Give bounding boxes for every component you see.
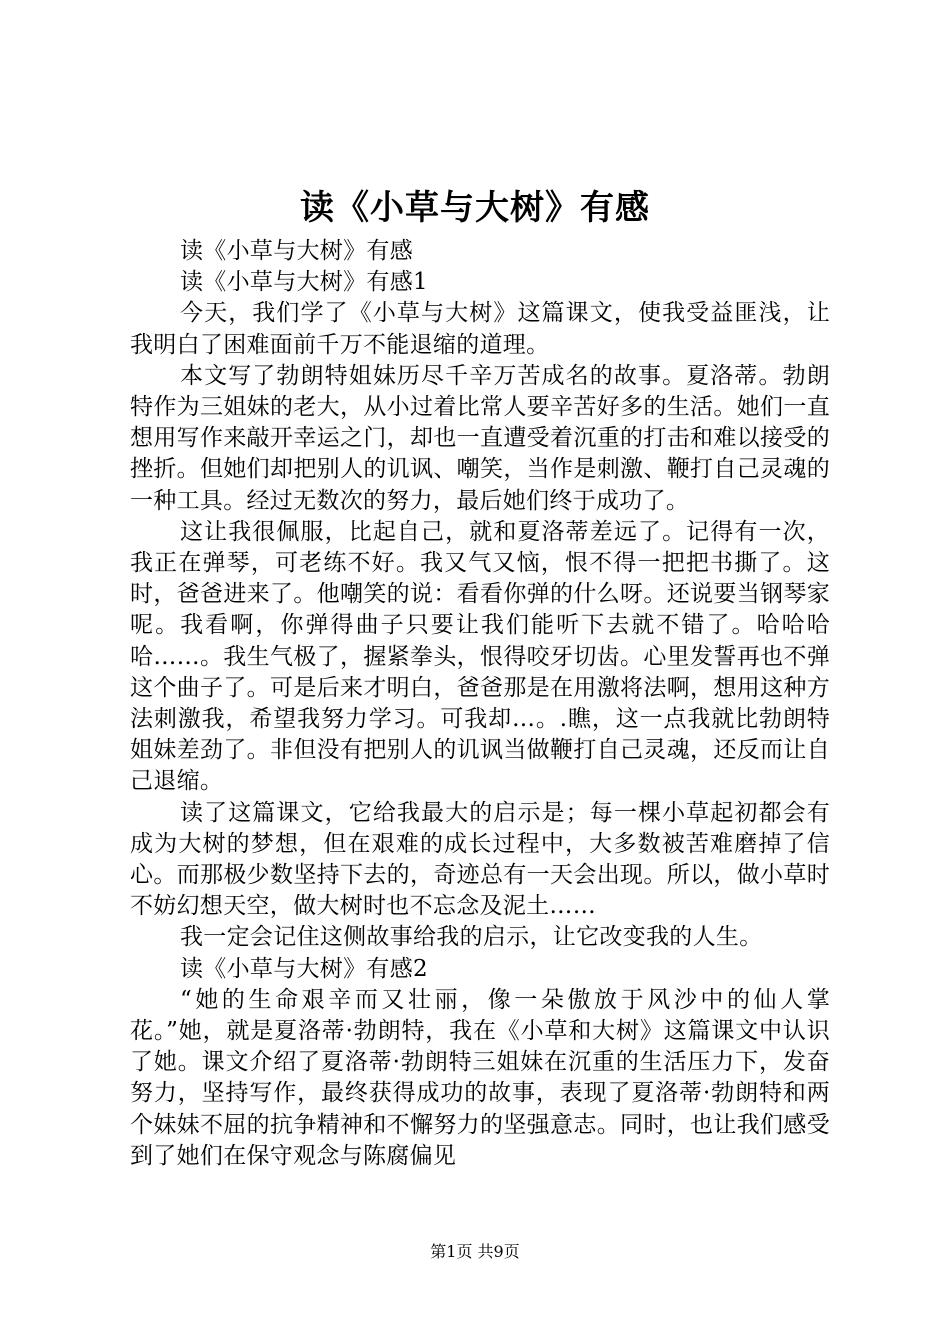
paragraph-heading-2: 读《小草与大树》有感2: [180, 955, 428, 982]
paragraph-subtitle: 读《小草与大树》有感: [180, 238, 413, 264]
paragraph: “她的生命艰辛而又壮丽，像一朵傲放于风沙中的仙人掌花。”她，就是夏洛蒂·勃朗特，我在《小草和大树》这篇课文中认识了她。课文介绍了夏洛蒂·勃朗特三姐妹在沉重的生活压力下，发奋努力，坚持写作，最终获得成功的故事，表现了夏洛蒂·勃朗特和两个妹妹不屈的抗争精神和不懈努力的坚强意志。同时，也让我们感受到了她们在保守观念与陈腐偏见: [130, 986, 830, 1169]
paragraph: 我一定会记住这侧故事给我的启示，让它改变我的人生。: [180, 924, 763, 951]
page-footer: 第1页 共9页: [430, 1242, 520, 1261]
paragraph: 这让我很佩服，比起自己，就和夏洛蒂差远了。记得有一次，我正在弹琴，可老练不好。我又气又恼，恨不得一把把书撕了。这时，爸爸进来了。他嘲笑的说：看看你弹的什么呀。还说要当钢琴家呢。我看啊，你弹得曲子只要让我们能听下去就不错了。哈哈哈哈……。我生气极了，握紧拳头，恨得咬牙切齿。心里发誓再也不弹这个曲子了。可是后来才明白，爸爸那是在用激将法啊，想用这种方法刺激我，希望我努力学习。可我却…。.瞧，这一点我就比勃朗特姐妹差劲了。非但没有把别人的讥讽当做鞭打自己灵魂，还反而让自己退缩。: [130, 518, 830, 795]
paragraph: 本文写了勃朗特姐妹历尽千辛万苦成名的故事。夏洛蒂。勃朗特作为三姐妹的老大，从小过着比常人要辛苦好多的生活。她们一直想用写作来敲开幸运之门，却也一直遭受着沉重的打击和难以接受的挫折。但她们却把别人的讥讽、嘲笑，当作是刺激、鞭打自己灵魂的一种工具。经过无数次的努力，最后她们终于成功了。: [130, 362, 830, 514]
document-body: [130, 236, 830, 1172]
paragraph: 今天，我们学了《小草与大树》这篇课文，使我受益匪浅，让我明白了困难面前千万不能退缩的道理。: [130, 300, 830, 358]
paragraph: 读了这篇课文，它给我最大的启示是；每一棵小草起初都会有成为大树的梦想，但在艰难的成长过程中，大多数被苦难磨掉了信心。而那极少数坚持下去的，奇迹总有一天会出现。所以，做小草时不妨幻想天空，做大树时也不忘念及泥土……: [130, 799, 830, 920]
paragraph-heading-1: 读《小草与大树》有感1: [180, 269, 428, 296]
document-title: 读《小草与大树》有感: [300, 188, 650, 228]
